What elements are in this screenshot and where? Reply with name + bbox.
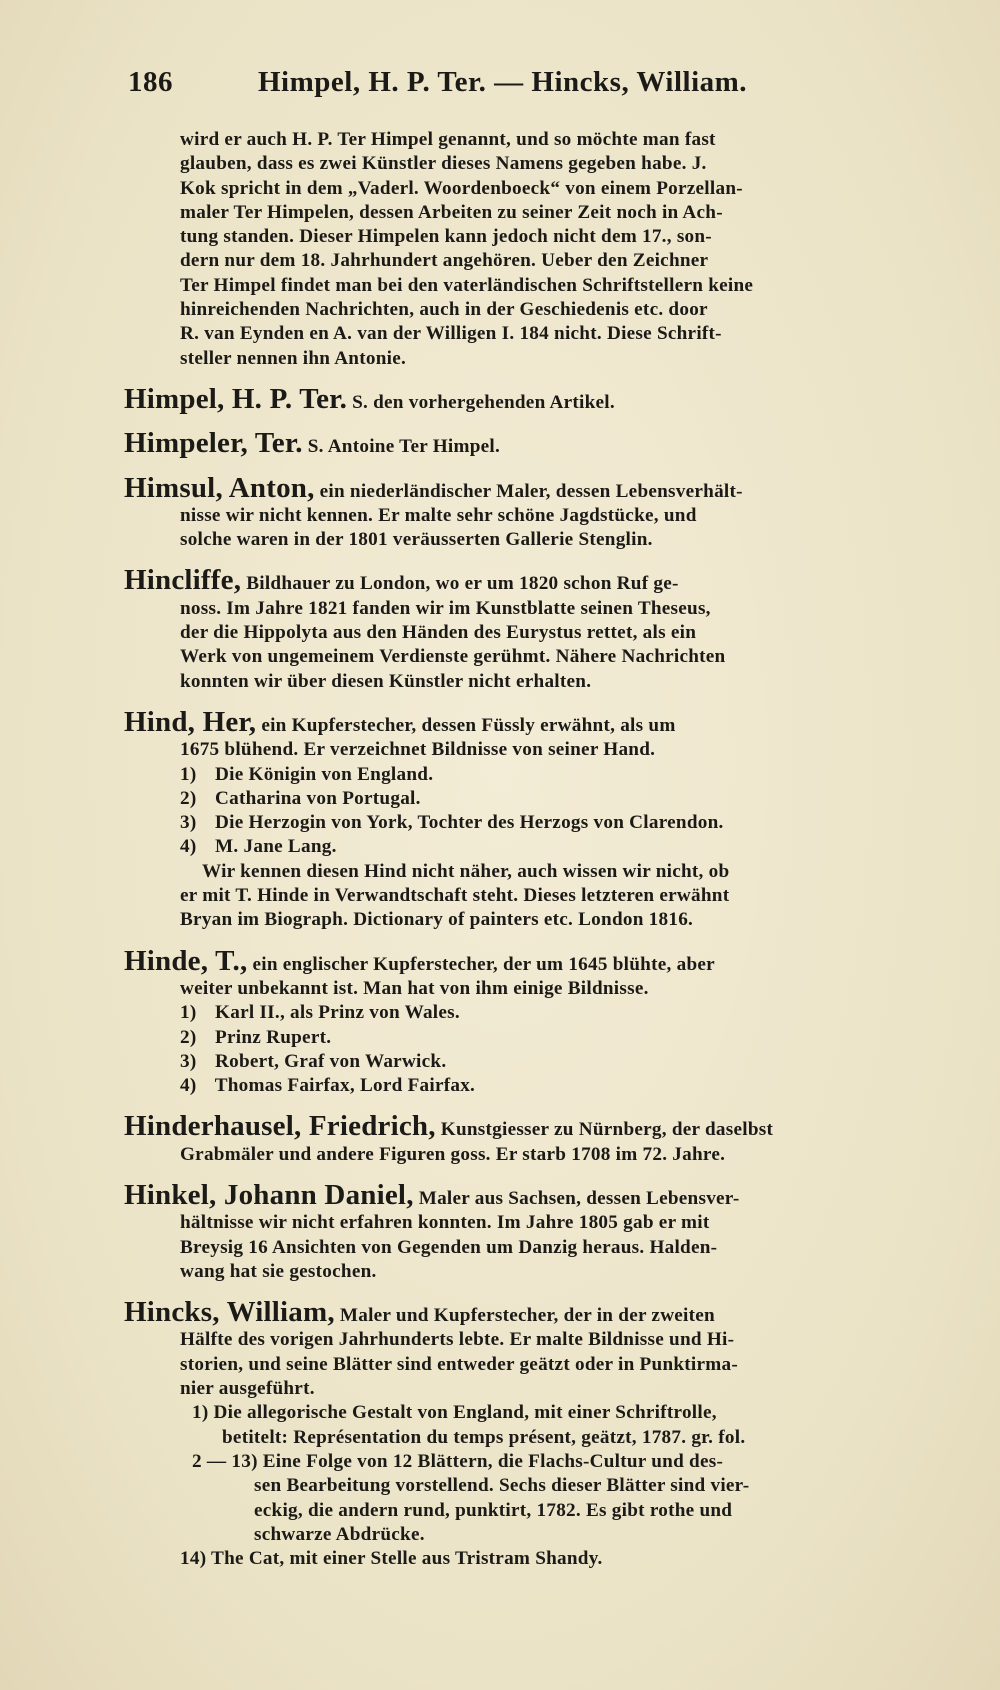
entry-text: Bildhauer zu London, wo er um 1820 schon Ruf ge- <box>246 573 679 595</box>
text-line: maler Ter Himpelen, dessen Arbeiten zu seiner Zeit noch in Ach- <box>180 201 723 223</box>
text-line: R. van Eynden en A. van der Willigen I. 184 nicht. Diese Schrift- <box>180 323 722 345</box>
item-text: Prinz Rupert. <box>215 1026 332 1048</box>
item-number: 2) <box>180 1026 197 1048</box>
text-line: konnten wir über diesen Künstler nicht erhalten. <box>180 670 592 692</box>
text-line: dern nur dem 18. Jahrhundert angehören. Ueber den Zeichner <box>180 250 709 272</box>
text-line: Bryan im Biograph. Dictionary of painters etc. London 1816. <box>180 909 694 931</box>
list-item <box>124 1547 946 1571</box>
entry-hinkel <box>124 1178 946 1284</box>
text-line: Hälfte des vorigen Jahrhunderts lebte. Er malte Bildnisse und Hi- <box>180 1329 735 1351</box>
text-line: Kok spricht in dem „Vaderl. Woordenboeck“ von einem Porzellan- <box>180 177 743 199</box>
entry-headword: Himsul, Anton, <box>124 471 315 504</box>
item-number: 4) <box>180 836 197 858</box>
text-line: Grabmäler und andere Figuren goss. Er starb 1708 im 72. Jahre. <box>180 1143 726 1165</box>
list-item <box>124 811 946 835</box>
item-number: 1) <box>180 1002 197 1024</box>
item-number: 2 — 13) <box>192 1450 258 1472</box>
list-item <box>124 1074 946 1098</box>
text-line: solche waren in der 1801 veräusserten Gallerie Stenglin. <box>180 529 653 551</box>
page-number: 186 <box>128 66 173 98</box>
entry-headword: Himpel, H. P. Ter. <box>124 382 348 415</box>
text-line: der die Hippolyta aus den Händen des Eurystus rettet, als ein <box>180 622 697 644</box>
item-text: Die allegorische Gestalt von England, mit einer Schriftrolle, <box>213 1402 717 1424</box>
text-line: hältnisse wir nicht erfahren konnten. Im Jahre 1805 gab er mit <box>180 1212 710 1234</box>
list-item <box>124 1026 946 1050</box>
entry-headword: Hind, Her, <box>124 705 257 738</box>
text-line: er mit T. Hinde in Verwandtschaft steht. Dieses letzteren erwähnt <box>180 885 730 907</box>
list-item <box>124 1001 946 1025</box>
intro-paragraph <box>124 128 946 371</box>
entry-himpeler <box>124 427 946 460</box>
item-text: betitelt: Représentation du temps présent, geätzt, 1787. gr. fol. <box>222 1426 746 1448</box>
text-line: wang hat sie gestochen. <box>180 1260 377 1282</box>
entry-headword: Hincliffe, <box>124 564 242 597</box>
text-line: Wir kennen diesen Hind nicht näher, auch wissen wir nicht, ob <box>202 860 730 882</box>
work-list <box>124 1001 946 1098</box>
text-line: Werk von ungemeinem Verdienste gerühmt. Nähere Nachrichten <box>180 646 726 668</box>
text-line: wird er auch H. P. Ter Himpel genannt, und so möchte man fast <box>180 129 716 150</box>
entry-headword: Hinde, T., <box>124 944 248 977</box>
item-text: Thomas Fairfax, Lord Fairfax. <box>214 1075 476 1097</box>
item-text: Die Königin von England. <box>215 763 434 785</box>
item-text: M. Jane Lang. <box>215 836 337 858</box>
item-number: 3) <box>180 1050 197 1072</box>
entry-headword: Hinkel, Johann Daniel, <box>124 1178 414 1211</box>
entry-hinderhausel <box>124 1110 946 1167</box>
item-text: eckig, die andern rund, punktirt, 1782. Es gibt rothe und <box>254 1499 733 1521</box>
text-line: weiter unbekannt ist. Man hat von ihm einige Bildnisse. <box>180 977 649 999</box>
entry-text: Kunstgiesser zu Nürnberg, der daselbst <box>440 1119 774 1141</box>
item-text: Eine Folge von 12 Blättern, die Flachs-Cultur und des- <box>262 1450 724 1472</box>
item-number: 1) <box>192 1402 209 1424</box>
item-number: 4) <box>180 1075 197 1097</box>
entry-text: Maler und Kupferstecher, der in der zweiten <box>339 1305 715 1327</box>
entry-text: S. Antoine Ter Himpel. <box>307 436 501 458</box>
list-item <box>124 763 946 787</box>
entry-text: S. den vorhergehenden Artikel. <box>352 391 615 413</box>
item-text: Catharina von Portugal. <box>215 787 421 809</box>
text-line: nisse wir nicht kennen. Er malte sehr schöne Jagdstücke, und <box>180 504 697 526</box>
text-line: nier ausgeführt. <box>180 1378 315 1400</box>
list-item <box>124 1401 946 1450</box>
entry-himpel <box>124 382 946 415</box>
entry-himsul <box>124 471 946 553</box>
entry-hind <box>124 705 946 933</box>
text-line: storien, und seine Blätter sind entweder geätzt oder in Punktirma- <box>180 1353 738 1375</box>
text-line: tung standen. Dieser Himpelen kann jedoch nicht dem 17., son- <box>180 226 712 248</box>
work-list <box>124 763 946 860</box>
list-item <box>124 835 946 859</box>
entry-hincliffe <box>124 564 946 693</box>
item-text: sen Bearbeitung vorstellend. Sechs dieser Blätter sind vier- <box>254 1475 750 1497</box>
text-line: hinreichenden Nachrichten, auch in der Geschiedenis etc. door <box>180 299 708 321</box>
running-title: Himpel, H. P. Ter. — Hincks, William. <box>258 66 748 98</box>
entry-text: ein niederländischer Maler, dessen Lebensverhält- <box>319 480 743 502</box>
entry-text: ein englischer Kupferstecher, der um 1645 blühte, aber <box>252 953 715 975</box>
item-text: Karl II., als Prinz von Wales. <box>215 1002 460 1024</box>
item-text: The Cat, mit einer Stelle aus Tristram Shandy. <box>211 1548 603 1570</box>
page-body <box>124 128 946 1571</box>
item-number: 2) <box>180 787 197 809</box>
entry-text: Maler aus Sachsen, dessen Lebensver- <box>418 1187 740 1209</box>
text-line: Ter Himpel findet man bei den vaterländischen Schriftstellern keine <box>180 274 754 296</box>
text-line: noss. Im Jahre 1821 fanden wir im Kunstblatte seinen Theseus, <box>180 597 711 619</box>
list-item <box>124 1050 946 1074</box>
entry-headword: Hinderhausel, Friedrich, <box>124 1110 436 1143</box>
running-header <box>128 66 828 99</box>
text-line: steller nennen ihn Antonie. <box>180 347 407 369</box>
text-line: glauben, dass es zwei Künstler dieses Namens gegeben habe. J. <box>180 153 707 175</box>
item-text: Die Herzogin von York, Tochter des Herzogs von Clarendon. <box>215 812 724 834</box>
entry-headword: Hincks, William, <box>124 1296 335 1329</box>
item-text: schwarze Abdrücke. <box>254 1523 425 1545</box>
list-item <box>124 1450 946 1547</box>
entry-headword: Himpeler, Ter. <box>124 427 303 460</box>
item-number: 1) <box>180 763 197 785</box>
item-text: Robert, Graf von Warwick. <box>215 1050 447 1072</box>
list-item <box>124 787 946 811</box>
entry-hinde <box>124 944 946 1099</box>
entry-text: ein Kupferstecher, dessen Füssly erwähnt, als um <box>261 714 676 736</box>
item-number: 3) <box>180 812 197 834</box>
item-number: 14) <box>180 1548 207 1570</box>
text-line: 1675 blühend. Er verzeichnet Bildnisse von seiner Hand. <box>180 739 656 761</box>
text-line: Breysig 16 Ansichten von Gegenden um Danzig heraus. Halden- <box>180 1236 718 1258</box>
entry-hincks <box>124 1296 946 1571</box>
